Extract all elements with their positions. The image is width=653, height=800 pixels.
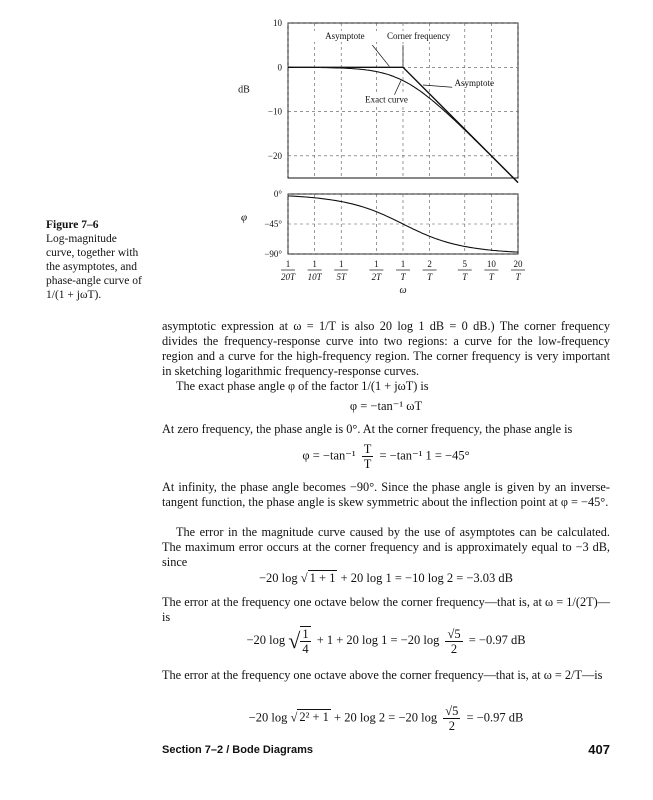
caption-line: Log-magnitude	[46, 233, 117, 245]
sqrt-sign: √	[288, 628, 301, 653]
x-tick-numerator: 1	[400, 259, 406, 269]
annotation-corner-frequency: Corner frequency	[386, 30, 451, 41]
paragraph: The error at the frequency one octave below the corner frequency—that is, at ω = 1/(2T)—is	[162, 595, 610, 624]
x-tick-denominator: 10T	[307, 272, 322, 282]
eq-part: −20 log	[259, 571, 298, 585]
equation-octave-below	[162, 626, 610, 656]
x-tick-numerator: 2	[427, 259, 432, 269]
x-tick-numerator: 1	[338, 259, 344, 269]
caption-line: curve, together with	[46, 247, 139, 259]
radicand: 1 + 1	[309, 571, 336, 585]
y-tick-label: −90°	[264, 249, 282, 259]
fraction-denominator: 4	[302, 642, 309, 656]
y-tick-label: −45°	[264, 219, 282, 229]
fraction	[300, 626, 310, 656]
eq-part: + 1 + 20 log 1 = −20 log	[316, 632, 440, 647]
caption-line: 1/(1 + jωT).	[46, 289, 102, 301]
magnitude-y-label: dB	[238, 84, 250, 96]
eq-part: = −0.97 dB	[468, 632, 526, 647]
fraction-numerator: √5	[445, 704, 459, 718]
fraction-numerator: T	[363, 442, 372, 456]
paragraph: The exact phase angle φ of the factor 1/(1 + jωT) is	[176, 379, 429, 393]
fraction-denominator: T	[363, 457, 372, 471]
x-tick-numerator: 1	[312, 259, 317, 269]
paragraph: At infinity, the phase angle becomes −90°. Since the phase angle is given by an inverse-tangent function, the phase angle is skew symmetric about the inflection point at φ = −45°.	[162, 480, 610, 509]
annotation-leader	[423, 85, 452, 87]
y-tick-label: 0	[277, 62, 282, 73]
eq-part: = −0.97 dB	[466, 710, 524, 725]
x-tick-denominator: 20T	[280, 272, 296, 282]
paragraph: At zero frequency, the phase angle is 0°. At the corner frequency, the phase angle is	[162, 422, 573, 436]
x-tick-numerator: 10	[486, 259, 496, 269]
eq-part: + 20 log 2 = −20 log	[334, 710, 438, 725]
caption-line: phase-angle curve of	[46, 275, 142, 287]
annotation-asymptote-left: Asymptote	[325, 30, 365, 41]
fraction-numerator: 1	[302, 627, 309, 641]
eq-part: + 20 log 1 = −10 log 2 = −3.03 dB	[340, 571, 513, 585]
equation-max-error	[162, 571, 610, 586]
x-tick-numerator: 20	[513, 259, 523, 269]
fraction-denominator: 2	[450, 641, 458, 656]
x-tick-numerator: 1	[374, 259, 379, 269]
y-tick-label: −10	[267, 106, 282, 117]
fraction	[443, 704, 460, 733]
y-tick-label: 0°	[273, 189, 282, 199]
paragraph: The error at the frequency one octave above the corner frequency—that is, at ω = 2/T—is	[162, 668, 603, 682]
annotation-exact-curve: Exact curve	[365, 94, 408, 105]
eq-part: −20 log	[248, 710, 288, 725]
x-tick-denominator: T	[427, 272, 433, 282]
x-tick-denominator: T	[462, 272, 468, 282]
eq-part: φ = −tan⁻¹	[302, 448, 356, 463]
fraction-denominator: 2	[448, 719, 455, 733]
bode-diagram	[220, 10, 540, 305]
sqrt-sign: √	[300, 571, 308, 585]
phase-y-label: φ	[240, 211, 248, 224]
bode-svg	[220, 10, 540, 300]
annotation-asymptote-right: Asymptote	[454, 77, 495, 88]
eq-part: −20 log	[246, 632, 286, 647]
x-tick-denominator: T	[400, 272, 406, 282]
page-footer	[162, 744, 610, 756]
y-tick-label: −20	[267, 150, 282, 161]
x-axis-label: ω	[399, 285, 407, 296]
y-tick-label: 10	[273, 18, 282, 28]
equation-phase: φ = −tan⁻¹ ωT	[349, 399, 423, 413]
eq-part: = −tan⁻¹ 1 = −45°	[379, 448, 470, 463]
equation-corner-phase	[162, 442, 610, 471]
x-tick-denominator: 2T	[371, 272, 382, 282]
x-tick-denominator: T	[488, 272, 494, 282]
paragraph: asymptotic expression at ω = 1/T is also 20 log 1 dB = 0 dB.) The corner frequency divides the frequency-response curve into two regions: a curve for the low-frequency region and a curve for the high-frequency region. The corner frequency is very important in sketching logarithmic frequency-response curves.	[162, 319, 610, 378]
annotation-leader	[372, 45, 389, 66]
x-tick-numerator: 5	[462, 259, 468, 269]
figure-label: Figure 7–6	[46, 219, 99, 231]
sqrt-sign: √	[290, 710, 298, 725]
caption-line: the asymptotes, and	[46, 261, 138, 273]
page-number: 407	[588, 742, 610, 757]
paragraph: The error in the magnitude curve caused by the use of asymptotes can be calculated. The maximum error occurs at the corner frequency and is approximately equal to −3 dB, since	[162, 525, 610, 569]
section-label: Section 7–2 / Bode Diagrams	[162, 744, 313, 756]
annotation-leader	[394, 81, 401, 95]
x-tick-numerator: 1	[285, 259, 291, 269]
fraction-numerator: √5	[447, 626, 461, 641]
radicand: 2² + 1	[299, 710, 329, 725]
equation-octave-above	[162, 704, 610, 733]
fraction	[362, 442, 374, 471]
figure-caption	[46, 218, 158, 302]
x-tick-denominator: T	[515, 272, 521, 282]
fraction	[445, 627, 462, 656]
x-tick-denominator: 5T	[336, 272, 346, 282]
